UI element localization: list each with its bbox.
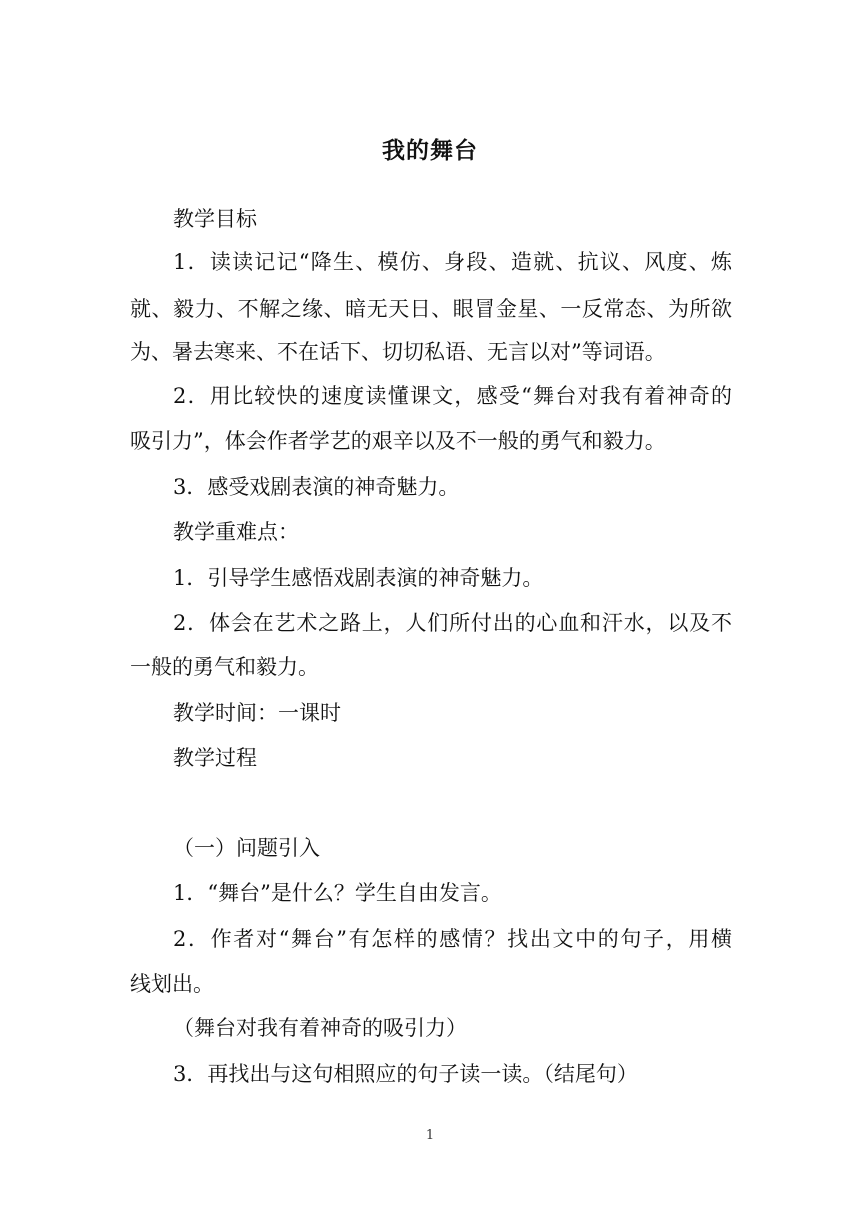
objective-2-line-1: 2．用比较快的速度读懂课文，感受“舞台对我有着神奇的 [173,384,732,408]
process-item-2-answer: （舞台对我有着神奇的吸引力） [173,1016,467,1040]
heading-key-difficulties: 教学重难点： [173,520,299,544]
difficulty-2-line-1: 2．体会在艺术之路上，人们所付出的心血和汗水，以及不 [173,611,732,635]
objective-1-line-3: 为、暑去寒来、不在话下、切切私语、无言以对”等词语。 [130,340,666,364]
page-number: 1 [425,1128,435,1143]
objective-1-line-2: 就、毅力、不解之缘、暗无天日、眼冒金星、一反常态、为所欲 [130,297,732,321]
document-title: 我的舞台 [382,138,478,164]
difficulty-2-line-2: 一般的勇气和毅力。 [130,655,319,679]
process-item-2-line-1: 2．作者对“舞台”有怎样的感情？找出文中的句子，用横 [173,927,732,951]
teaching-time: 教学时间：一课时 [173,701,341,725]
heading-teaching-objectives: 教学目标 [173,207,257,231]
objective-1-line-1: 1．读读记记“降生、模仿、身段、造就、抗议、风度、炼 [173,250,732,274]
objective-3: 3．感受戏剧表演的神奇魅力。 [173,475,460,499]
heading-teaching-process: 教学过程 [173,746,257,770]
objective-2-line-2: 吸引力”，体会作者学艺的艰辛以及不一般的勇气和毅力。 [130,429,666,453]
process-item-2-line-2: 线划出。 [130,972,214,996]
difficulty-1: 1．引导学生感悟戏剧表演的神奇魅力。 [173,566,544,590]
section-1-heading: （一）问题引入 [173,836,320,860]
process-item-3: 3．再找出与这句相照应的句子读一读。（结尾句） [173,1062,638,1086]
process-item-1: 1．“舞台”是什么？学生自由发言。 [173,881,502,905]
